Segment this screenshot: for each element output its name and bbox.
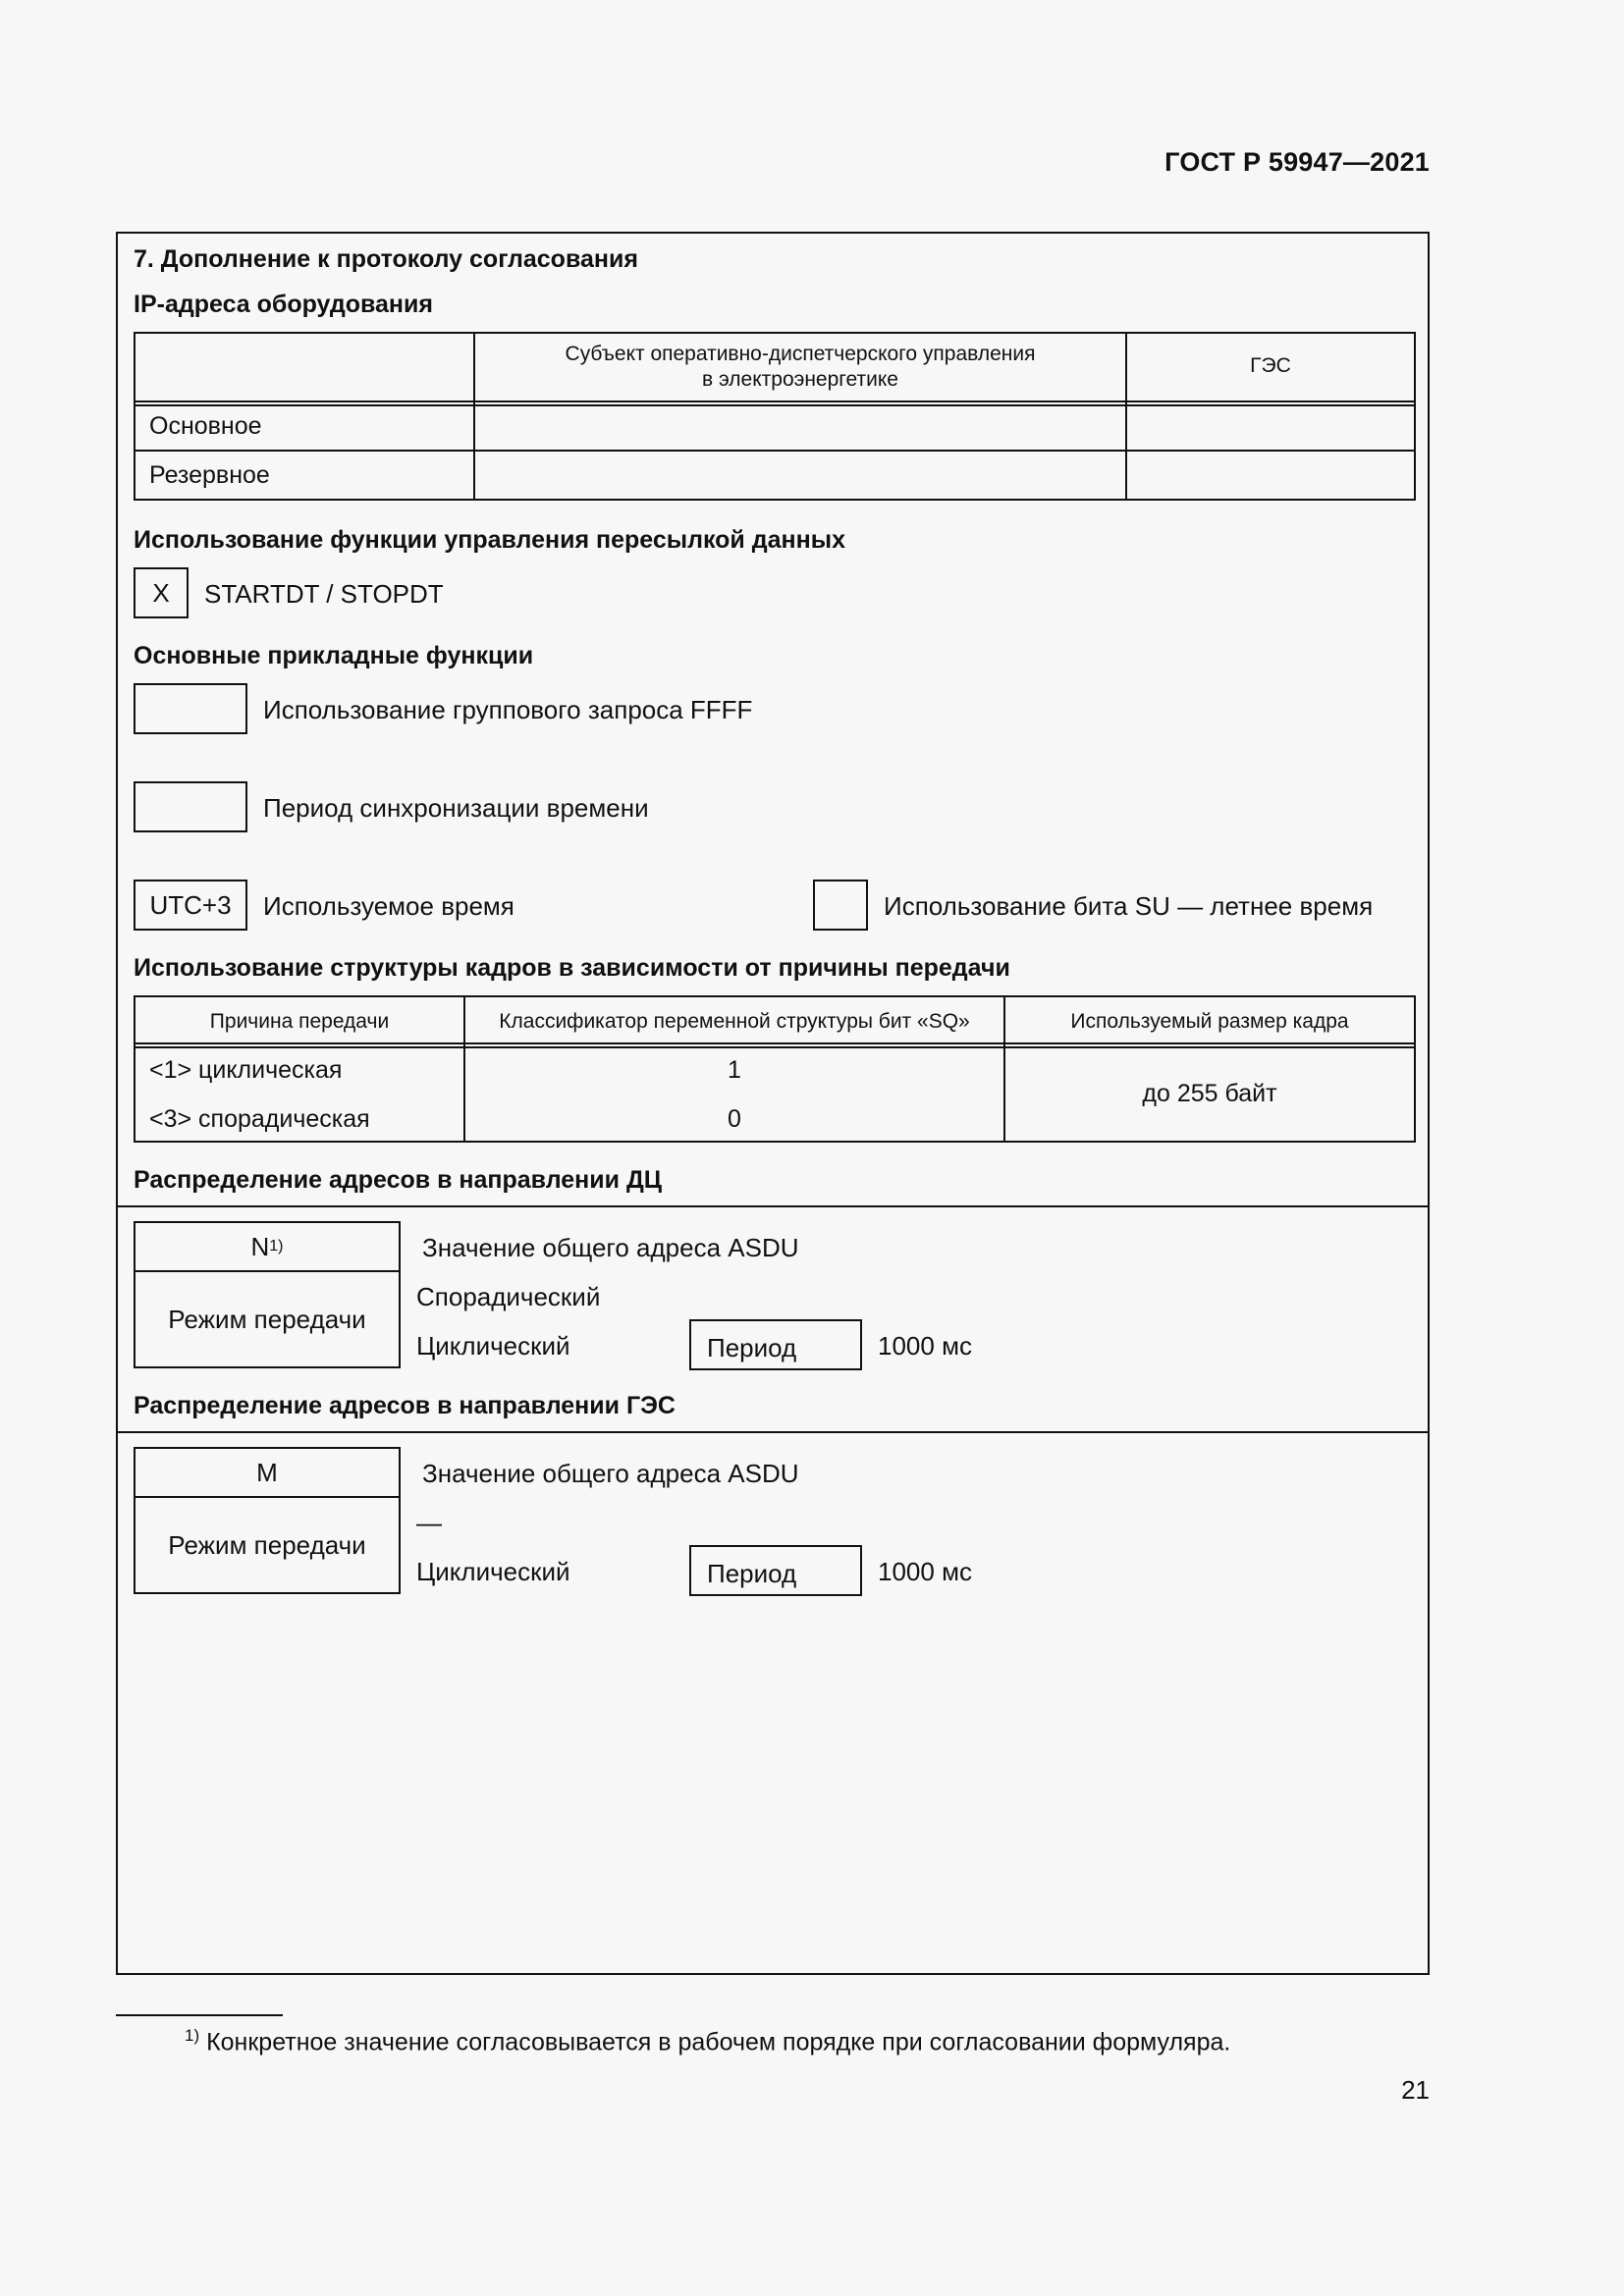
dc-footnote-mark: 1)	[269, 1238, 284, 1255]
section-title: 7. Дополнение к протоколу согласования	[134, 245, 638, 273]
frames-header-sq: Классификатор переменной структуры бит «SQ»	[499, 1010, 970, 1033]
dc-address-label: Значение общего адреса ASDU	[422, 1233, 799, 1262]
group-request-box[interactable]	[134, 683, 247, 734]
dc-address-box[interactable]	[134, 1221, 401, 1272]
sync-period-label: Период синхронизации времени	[263, 793, 649, 823]
footnote	[185, 2026, 1230, 2056]
doc-header: ГОСТ Р 59947—2021	[1164, 147, 1430, 177]
frames-row-cyclic-cause: <1> циклическая	[149, 1056, 343, 1084]
page-number: 21	[1401, 2075, 1430, 2105]
ges-title: Распределение адресов в направлении ГЭС	[134, 1392, 676, 1419]
footnote-mark: 1)	[185, 2026, 200, 2045]
frames-header-size: Используемый размер кадра	[1070, 1010, 1349, 1033]
ges-mode-box: Режим передачи	[134, 1496, 401, 1594]
frames-title: Использование структуры кадров в зависимости от причины передачи	[134, 954, 1010, 982]
startdt-label: STARTDT / STOPDT	[204, 579, 444, 609]
dc-period-value: 1000 мс	[878, 1331, 972, 1361]
frames-size-value: до 255 байт	[1142, 1080, 1277, 1107]
dc-mode-box: Режим передачи	[134, 1270, 401, 1368]
ges-divider	[118, 1431, 1428, 1433]
dc-mode-sporadic: Спорадический	[416, 1282, 601, 1311]
su-bit-checkbox[interactable]	[813, 880, 868, 931]
ges-mode-dash: —	[416, 1508, 442, 1537]
su-bit-label: Использование бита SU — летнее время	[884, 891, 1374, 921]
dc-title: Распределение адресов в направлении ДЦ	[134, 1166, 663, 1194]
startdt-checkbox[interactable]: X	[134, 567, 189, 618]
time-used-label: Используемое время	[263, 891, 514, 921]
ges-address-label: Значение общего адреса ASDU	[422, 1459, 799, 1488]
dc-mode-cyclic: Циклический	[416, 1331, 570, 1361]
app-title: Основные прикладные функции	[134, 642, 534, 669]
ip-header-ges: ГЭС	[1250, 354, 1291, 377]
ges-period-value: 1000 мс	[878, 1557, 972, 1586]
ges-period-box[interactable]: Период	[689, 1545, 862, 1596]
transfer-title: Использование функции управления пересылкой данных	[134, 526, 845, 554]
form-frame	[116, 232, 1430, 1975]
frames-header-cause: Причина передачи	[209, 1010, 390, 1033]
frames-row-cyclic-sq: 1	[728, 1056, 741, 1084]
ges-mode-cyclic: Циклический	[416, 1557, 570, 1586]
ip-row-main-label: Основное	[149, 412, 262, 440]
dc-period-box[interactable]: Период	[689, 1319, 862, 1370]
ip-header-subject: Субъект оперативно-диспетчерского управления в электроэнергетике	[565, 343, 1036, 391]
time-used-box[interactable]: UTC+3	[134, 880, 247, 931]
sync-period-box[interactable]	[134, 781, 247, 832]
ip-title: IP-адреса оборудования	[134, 291, 433, 318]
frames-row-sporadic-cause: <3> спорадическая	[149, 1105, 370, 1133]
footnote-rule	[116, 2014, 283, 2016]
frames-row-sporadic-sq: 0	[728, 1105, 741, 1133]
ges-address-box[interactable]: M	[134, 1447, 401, 1498]
footnote-text: Конкретное значение согласовывается в рабочем порядке при согласовании формуляра.	[206, 2028, 1231, 2056]
group-request-label: Использование группового запроса FFFF	[263, 695, 753, 724]
dc-divider	[118, 1205, 1428, 1207]
ip-row-reserve-label: Резервное	[149, 461, 270, 489]
dc-address-value: N	[250, 1231, 270, 1261]
